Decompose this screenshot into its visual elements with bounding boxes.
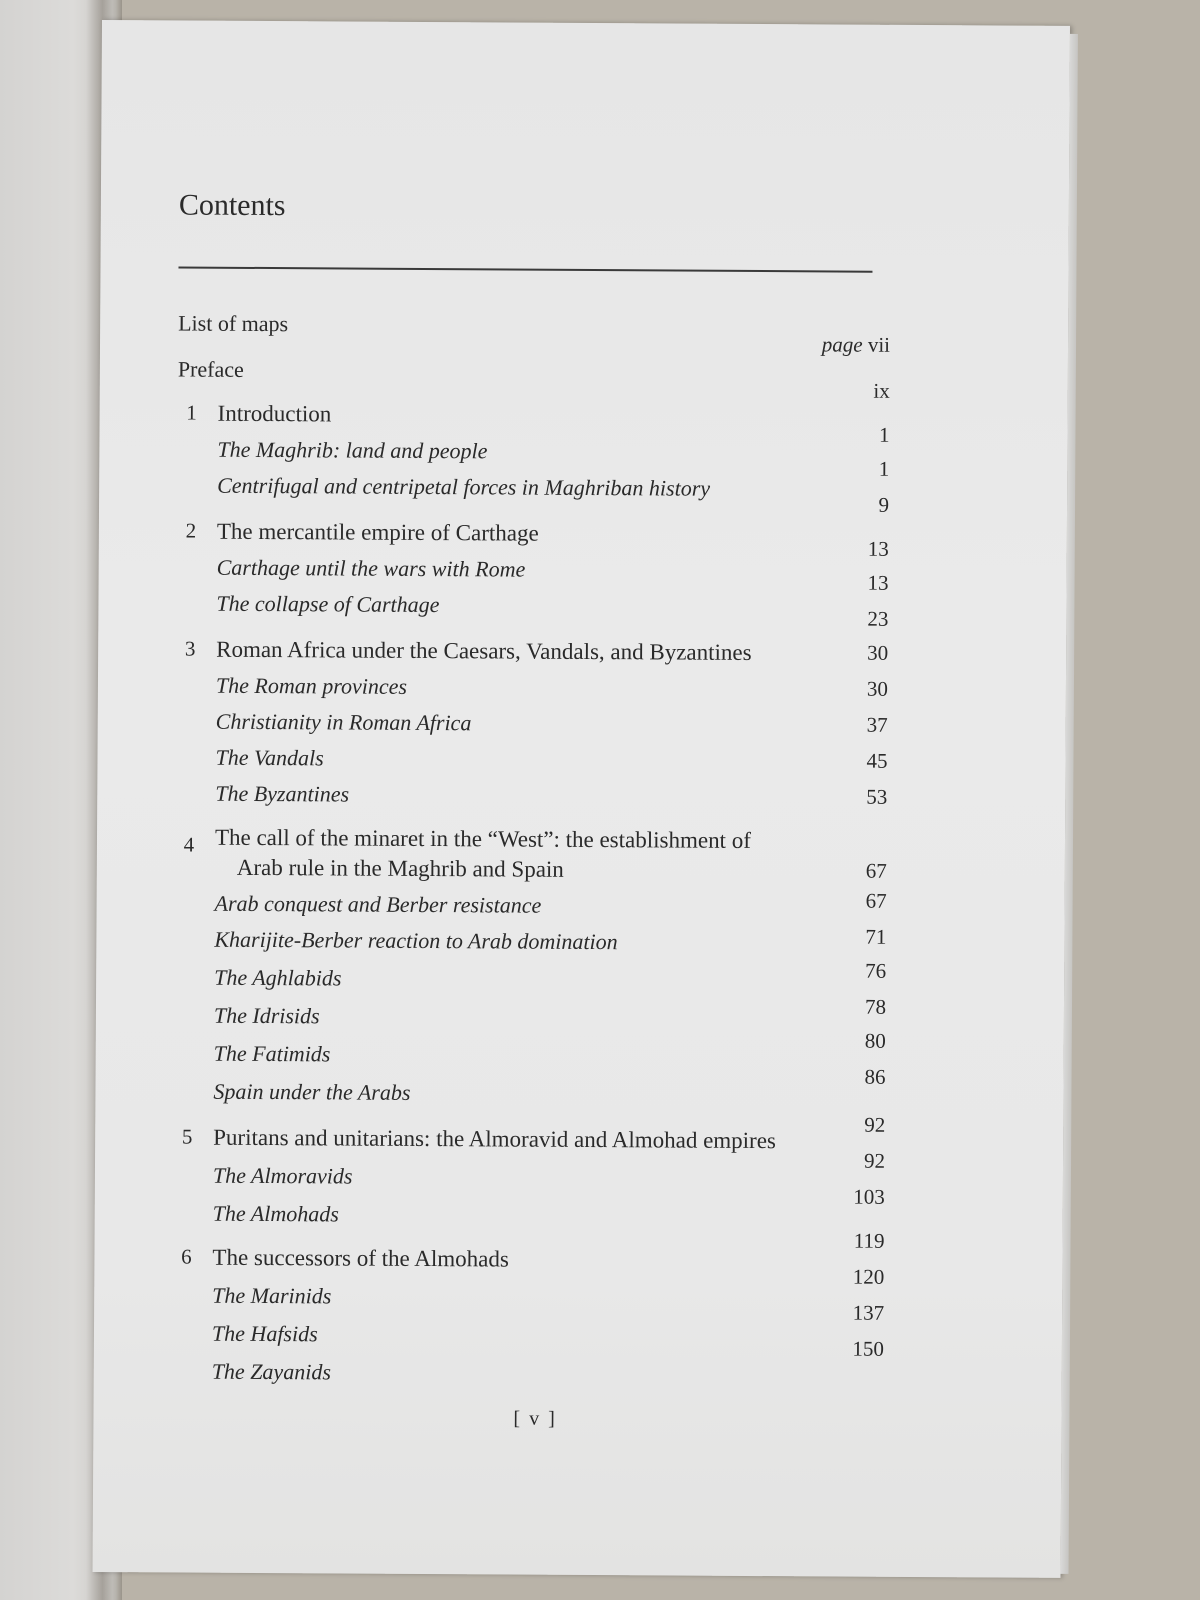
chapter-number: 3 <box>184 636 196 661</box>
toc-title: Preface <box>177 356 244 382</box>
toc-page-number: 150 <box>852 1336 884 1361</box>
toc-page-number: 30 <box>866 676 889 701</box>
toc-page-number: 67 <box>865 858 887 883</box>
page-footer-number: [ v ] <box>513 1407 557 1430</box>
section-title: The Zayanids <box>211 1358 332 1385</box>
toc-chapter-6-page <box>94 1224 1062 1264</box>
toc-chapter-5-page <box>95 1108 1063 1148</box>
toc-section-page <box>95 1144 1063 1184</box>
toc-page-number: 119 <box>853 1228 885 1253</box>
toc-section-page <box>96 954 1064 994</box>
section-title: Carthage until the wars with Rome <box>216 554 526 582</box>
toc-section-page <box>95 1180 1063 1220</box>
toc-page-number: ix <box>873 378 890 403</box>
toc-section-page <box>95 1060 1063 1100</box>
chapter-number: 4 <box>183 832 195 857</box>
section-title: Christianity in Roman Africa <box>215 708 472 736</box>
chapter-title: Puritans and unitarians: the Almoravid and Almohad empires <box>213 1124 777 1154</box>
toc-section-page <box>94 1296 1062 1336</box>
toc-page-number: 67 <box>865 888 887 913</box>
toc-page-number: 53 <box>866 784 888 809</box>
contents-page <box>93 20 1070 1578</box>
toc-section <box>97 780 1065 820</box>
section-title: The Hafsids <box>211 1320 318 1347</box>
toc-page-number: 80 <box>864 1028 886 1053</box>
toc-title: List of maps <box>178 310 289 337</box>
chapter-title-continued: Arab rule in the Maghrib and Spain <box>236 854 564 882</box>
toc-page-number: 1 <box>878 456 890 481</box>
toc-page-number: 13 <box>867 570 889 595</box>
toc-page-number: 76 <box>865 958 887 983</box>
chapter-number: 1 <box>186 400 197 425</box>
page-label: page <box>821 332 863 357</box>
toc-page-number: 103 <box>853 1184 885 1209</box>
toc-page-number <box>822 332 890 357</box>
toc-section-page <box>96 1024 1064 1064</box>
section-title: The Byzantines <box>215 780 350 807</box>
chapter-title: Introduction <box>217 400 332 427</box>
toc-page-number: 120 <box>852 1264 885 1289</box>
section-title: The Almoravids <box>212 1162 353 1189</box>
toc-page-number: 92 <box>864 1112 886 1137</box>
title-rule <box>178 266 872 272</box>
section-title: The Roman provinces <box>215 672 408 699</box>
section-title: Spain under the Arabs <box>213 1078 411 1105</box>
toc-section-page <box>94 1260 1062 1300</box>
section-title: Arab conquest and Berber resistance <box>214 890 542 918</box>
section-title: The Vandals <box>215 744 324 771</box>
toc-page-number: 92 <box>863 1148 886 1173</box>
toc-page-number: 71 <box>865 924 887 949</box>
page-title: Contents <box>178 188 286 223</box>
chapter-title: The mercantile empire of Carthage <box>216 518 539 546</box>
toc-page-number: 45 <box>866 748 888 773</box>
toc-page-number: 137 <box>852 1300 885 1325</box>
toc-section-page <box>97 884 1065 924</box>
toc-section <box>97 744 1065 784</box>
section-title: The Aghlabids <box>214 964 342 991</box>
toc-page-number: 9 <box>878 492 890 517</box>
section-title: The Almohads <box>212 1200 339 1227</box>
section-title: The Fatimids <box>213 1040 331 1067</box>
section-title: The Marinids <box>212 1282 332 1309</box>
chapter-title: Roman Africa under the Caesars, Vandals, and Byzantines <box>216 636 752 665</box>
page-value: vii <box>867 332 891 357</box>
chapter-number: 2 <box>185 518 197 543</box>
toc-page-number: 86 <box>864 1064 886 1089</box>
chapter-number: 5 <box>181 1124 193 1149</box>
toc-chapter-3 <box>98 636 1066 676</box>
chapter-title: The successors of the Almohads <box>212 1244 509 1272</box>
toc-page-number: 78 <box>864 994 887 1019</box>
toc-page-number: 1 <box>878 422 890 447</box>
section-title: The collapse of Carthage <box>216 590 440 618</box>
toc-section <box>98 672 1066 712</box>
toc-page-number: 13 <box>867 536 889 561</box>
toc-page-number: 30 <box>867 640 889 665</box>
toc-page-number: 37 <box>866 712 888 737</box>
toc-section-page <box>94 1332 1062 1372</box>
section-title: Centrifugal and centripetal forces in Maghriban history <box>217 472 711 501</box>
chapter-title: The call of the minaret in the “West”: the establishment of <box>214 824 751 853</box>
toc-section <box>98 708 1066 748</box>
toc-page-number: 23 <box>867 606 889 631</box>
chapter-number: 6 <box>181 1244 192 1269</box>
section-title: Kharijite-Berber reaction to Arab domination <box>214 926 618 955</box>
section-title: The Maghrib: land and people <box>217 436 488 464</box>
section-title: The Idrisids <box>213 1002 320 1029</box>
